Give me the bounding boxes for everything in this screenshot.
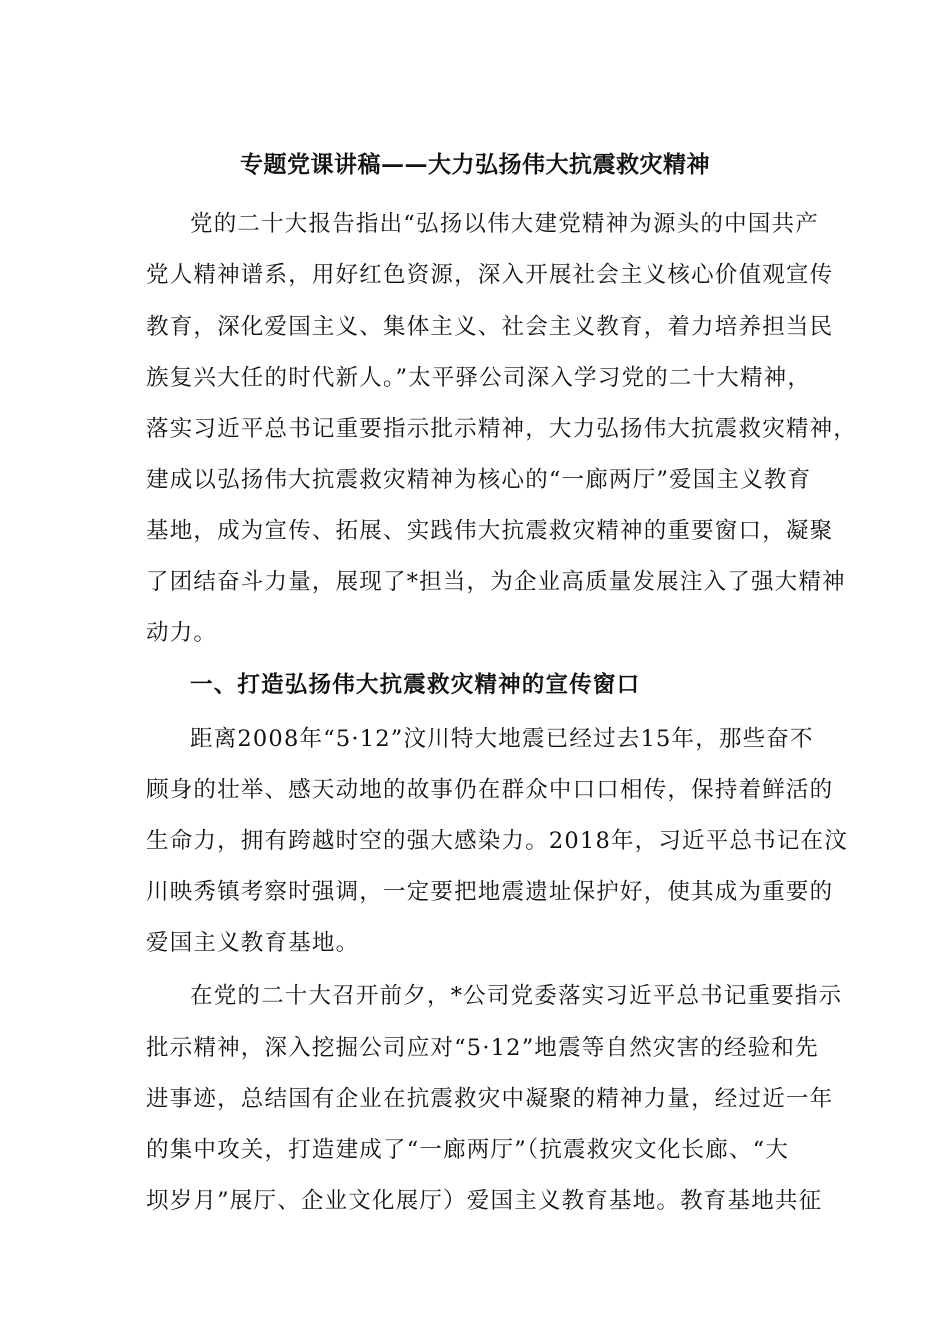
paragraph-1-line-5: 落实习近平总书记重要指示批示精神，大力弘扬伟大抗震救灾精神， (146, 416, 858, 442)
paragraph-1-line-7: 基地，成为宣传、拓展、实践伟大抗震救灾精神的重要窗口，凝聚 (146, 518, 834, 544)
paragraph-1-line-8: 了团结奋斗力量，展现了*担当，为企业高质量发展注入了强大精神 (146, 569, 846, 595)
paragraph-2-line-4: 川映秀镇考察时强调，一定要把地震遗址保护好，使其成为重要的 (146, 879, 834, 905)
paragraph-2-line-3: 生命力，拥有跨越时空的强大感染力。2018年，习近平总书记在汶 (146, 828, 848, 854)
paragraph-1-line-3: 教育，深化爱国主义、集体主义、社会主义教育，着力培养担当民 (146, 314, 834, 340)
paragraph-1-line-4: 族复兴大任的时代新人。”太平驿公司深入学习党的二十大精神， (146, 365, 812, 391)
paragraph-2-line-5: 爱国主义教育基地。 (146, 930, 360, 956)
paragraph-1-line-6: 建成以弘扬伟大抗震救灾精神为核心的“一廊两厅”爱国主义教育 (146, 467, 812, 493)
paragraph-3-line-1: 在党的二十大召开前夕，*公司党委落实习近平总书记重要指示 (190, 983, 843, 1009)
paragraph-3-line-2: 批示精神，深入挖掘公司应对“5·12”地震等自然灾害的经验和先 (146, 1035, 819, 1061)
paragraph-1-line-1: 党的二十大报告指出“弘扬以伟大建党精神为源头的中国共产 (190, 211, 819, 237)
paragraph-3-line-4: 的集中攻关，打造建成了“一廊两厅”（抗震救灾文化长廊、“大 (146, 1137, 790, 1163)
paragraph-3-line-3: 进事迹，总结国有企业在抗震救灾中凝聚的精神力量，经过近一年 (146, 1086, 834, 1112)
paragraph-1-line-9: 动力。 (146, 620, 218, 646)
document-title: 专题党课讲稿——大力弘扬伟大抗震救灾精神 (240, 151, 710, 178)
paragraph-2-line-2: 顾身的壮举、感天动地的故事仍在群众中口口相传，保持着鲜活的 (146, 777, 834, 803)
paragraph-2-line-1: 距离2008年“5·12”汶川特大地震已经过去15年，那些奋不 (190, 726, 814, 752)
section-1-heading: 一、打造弘扬伟大抗震救灾精神的宣传窗口 (190, 672, 641, 698)
paragraph-3-line-5: 坝岁月”展厅、企业文化展厅）爱国主义教育基地。教育基地共征 (146, 1188, 823, 1214)
paragraph-1-line-2: 党人精神谱系，用好红色资源，深入开展社会主义核心价值观宣传 (146, 262, 834, 288)
